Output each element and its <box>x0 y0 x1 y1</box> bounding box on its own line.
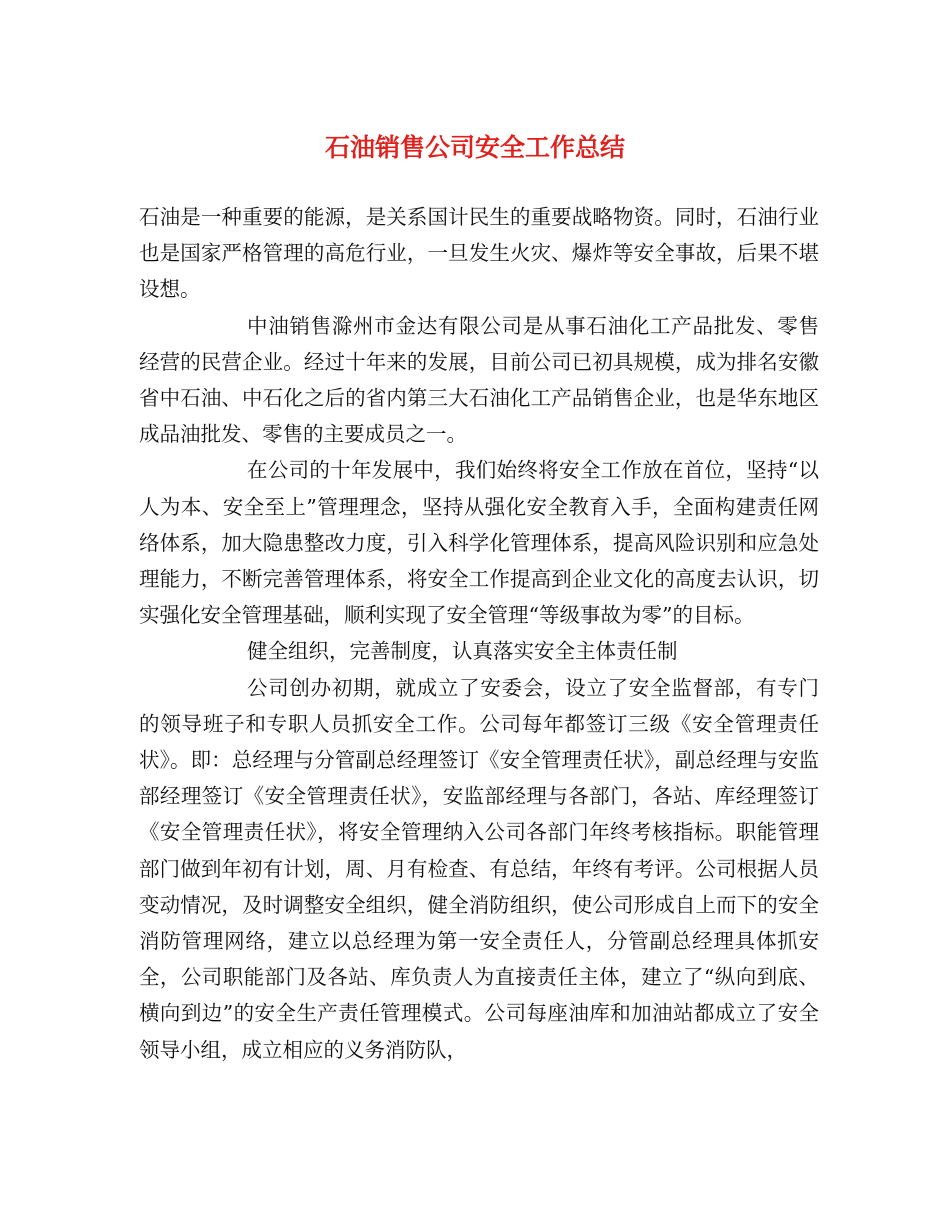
document-title: 石油销售公司安全工作总结 <box>324 133 625 162</box>
section-heading: 健全组织，完善制度，认真落实安全主体责任制 <box>247 639 678 664</box>
paragraph-company-profile: 中油销售滁州市金达有限公司是从事石油化工产品批发、零售经营的民营企业。经过十年来的发展，目前公司已初具规模，成为排名安徽省中石油、中石化之后的省内第三大石油化工产品销售企业，也是华东地区成品油批发、零售的主要成员之一。 <box>139 313 819 447</box>
paragraph-safety-philosophy: 在公司的十年发展中，我们始终将安全工作放在首位，坚持“以人为本、安全至上”管理理念，坚持从强化安全教育入手，全面构建责任网络体系，加大隐患整改力度，引入科学化管理体系，提高风险识别和应急处理能力，不断完善管理体系，将安全工作提高到企业文化的高度去认识，切实强化安全管理基础，顺利实现了安全管理“等级事故为零”的目标。 <box>139 458 819 628</box>
paragraph-intro: 石油是一种重要的能源，是关系国计民生的重要战略物资。同时，石油行业也是国家严格管理的高危行业，一旦发生火灾、爆炸等安全事故，后果不堪设想。 <box>139 205 819 302</box>
document-body <box>139 199 819 1068</box>
paragraph-organization: 公司创办初期，就成立了安委会，设立了安全监督部，有专门的领导班子和专职人员抓安全工作。公司每年都签订三级《安全管理责任状》。即：总经理与分管副总经理签订《安全管理责任状》，副总经理与安监部经理签订《安全管理责任状》，安监部经理与各部门，各站、库经理签订《安全管理责任状》，将安全管理纳入公司各部门年终考核指标。职能管理部门做到年初有计划，周、月有检查、有总结，年终有考评。公司根据人员变动情况，及时调整安全组织，健全消防组织，使公司形成自上而下的安全消防管理网络，建立以总经理为第一安全责任人，分管副总经理具体抓安全，公司职能部门及各站、库负责人为直接责任主体，建立了“纵向到底、横向到边”的安全生产责任管理模式。公司每座油库和加油站都成立了安全领导小组，成立相应的义务消防队， <box>139 675 819 1062</box>
